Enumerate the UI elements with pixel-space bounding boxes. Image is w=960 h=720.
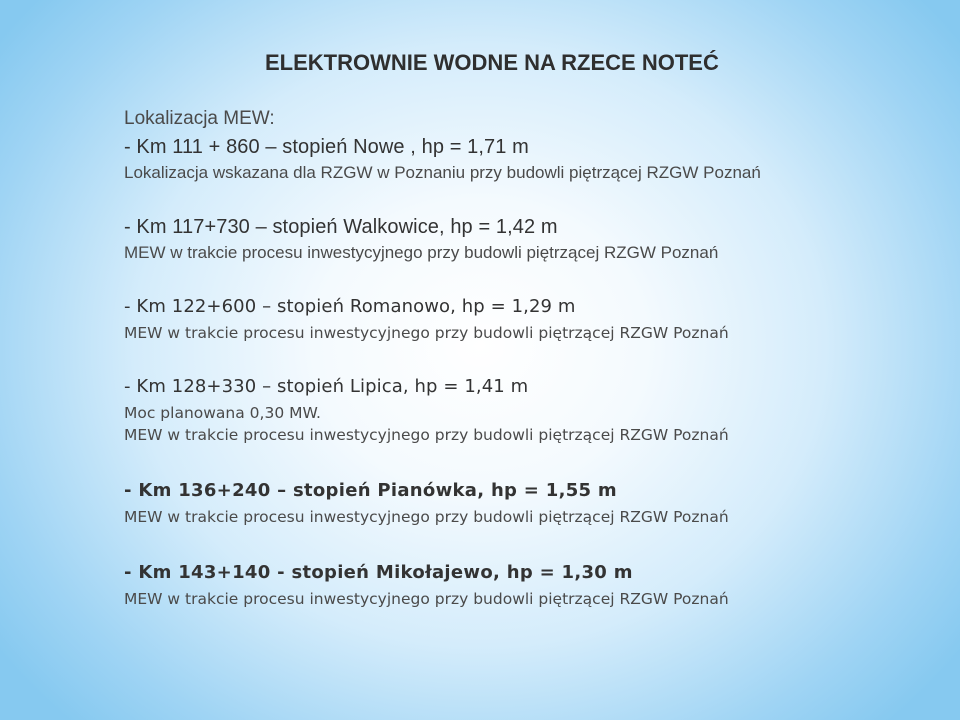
entry-heading: - Km 136+240 – stopień Pianówka, hp = 1,55 m (124, 480, 617, 501)
entry-heading: - Km 143+140 - stopień Mikołajewo, hp = 1,30 m (124, 562, 633, 583)
entry-nowe (124, 132, 924, 184)
entry-description: MEW w trakcie procesu inwestycyjnego przy budowli piętrzącej RZGW Poznań (124, 243, 719, 262)
entry-mikolajewo (124, 558, 924, 610)
entry-pianowka (124, 476, 924, 528)
slide-title: ELEKTROWNIE WODNE NA RZECE NOTEĆ (265, 50, 719, 75)
entry-heading: - Km 128+330 – stopień Lipica, hp = 1,41 m (124, 376, 529, 397)
location-label: Lokalizacja MEW: (124, 108, 275, 129)
entry-walkowice (124, 212, 924, 264)
entry-heading: - Km 117+730 – stopień Walkowice, hp = 1,42 m (124, 216, 558, 238)
entry-description: MEW w trakcie procesu inwestycyjnego przy budowli piętrzącej RZGW Poznań (124, 324, 729, 342)
slide-content (124, 106, 924, 610)
entry-description: Lokalizacja wskazana dla RZGW w Poznaniu przy budowli piętrzącej RZGW Poznań (124, 163, 761, 182)
entry-description: Moc planowana 0,30 MW. (124, 404, 321, 422)
entry-romanowo (124, 292, 924, 344)
entry-lipica (124, 372, 924, 446)
entry-heading: - Km 122+600 – stopień Romanowo, hp = 1,29 m (124, 296, 576, 317)
entry-heading: - Km 111 + 860 – stopień Nowe , hp = 1,71 m (124, 136, 529, 158)
entry-description: MEW w trakcie procesu inwestycyjnego przy budowli piętrzącej RZGW Poznań (124, 508, 729, 526)
entry-description: MEW w trakcie procesu inwestycyjnego przy budowli piętrzącej RZGW Poznań (124, 426, 729, 444)
entry-description: MEW w trakcie procesu inwestycyjnego przy budowli piętrzącej RZGW Poznań (124, 590, 729, 608)
